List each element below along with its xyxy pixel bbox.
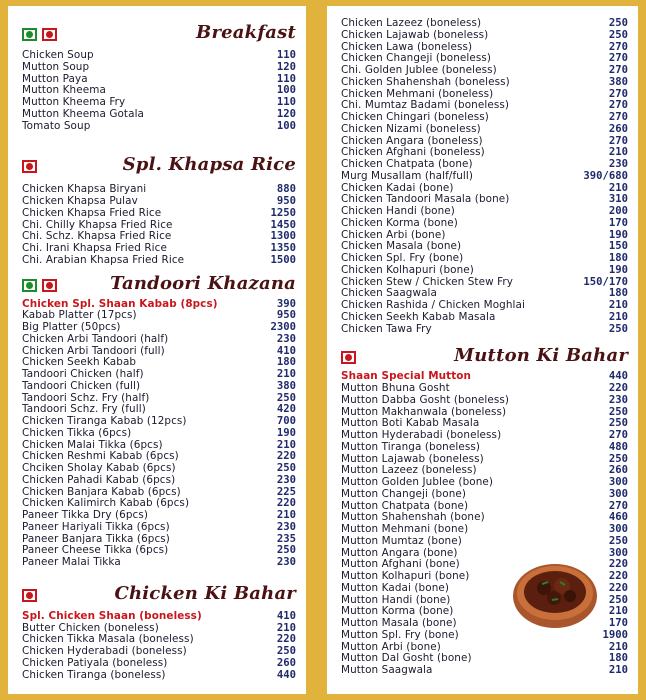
- menu-item-price: 250: [608, 534, 628, 547]
- menu-item: [341, 18, 628, 30]
- menu-item-price: 250: [276, 544, 296, 557]
- menu-item-price: 210: [276, 368, 296, 380]
- menu-item: [341, 265, 628, 277]
- menu-item-name: Tandoori Schz. Fry (half): [22, 391, 150, 404]
- menu-item-name: Chicken Khapsa Biryani: [22, 183, 147, 196]
- menu-item-price: 230: [276, 473, 296, 486]
- chicken-continued-list: [341, 18, 628, 335]
- menu-item-name: Mutton Lajawab (boneless): [341, 452, 484, 465]
- menu-item-price: 235: [276, 532, 296, 545]
- menu-item-price: 440: [608, 370, 628, 383]
- menu-item-name: Chicken Tikka Masala (boneless): [22, 633, 194, 646]
- menu-item-name: Paneer Hariyali Tikka (6pcs): [22, 520, 170, 533]
- menu-item-price: 250: [276, 391, 296, 404]
- tandoori-header: [22, 271, 296, 299]
- menu-item-price: 1250: [270, 206, 296, 219]
- menu-item-name: Chicken Banjara Kabab (6pcs): [22, 485, 181, 498]
- menu-item-price: 210: [608, 146, 628, 159]
- menu-item-price: 250: [608, 28, 628, 41]
- menu-item-name: Mutton Kheema Fry: [22, 96, 126, 108]
- menu-item-name: Chicken Malai Tikka (6pcs): [22, 438, 163, 451]
- menu-item-price: 380: [608, 75, 628, 88]
- menu-item-name: Mutton Kheema Gotala: [22, 107, 145, 120]
- menu-item-name: Mutton Angara (bone): [341, 546, 458, 559]
- menu-item-price: 260: [276, 656, 296, 669]
- menu-item-price: 220: [608, 570, 628, 582]
- menu-item-price: 210: [276, 509, 296, 521]
- menu-item-name: Paneer Malai Tikka: [22, 556, 121, 568]
- nonveg-symbol-icon: [42, 28, 57, 41]
- menu-item-price: 230: [276, 556, 296, 568]
- menu-item-price: 270: [608, 134, 628, 147]
- menu-item-name: Mutton Golden Jublee (bone): [341, 476, 494, 488]
- menu-item-name: Mutton Lazeez (boneless): [341, 464, 477, 477]
- menu-item-name: Chicken Tikka (6pcs): [22, 426, 132, 439]
- menu-item-price: 250: [608, 17, 628, 29]
- menu-item-price: 220: [276, 633, 296, 646]
- menu-item: [22, 255, 296, 267]
- menu-item: [341, 536, 628, 548]
- menu-item-price: 210: [608, 664, 628, 676]
- menu-item-price: 270: [608, 40, 628, 53]
- menu-item-price: 950: [276, 309, 296, 322]
- menu-item-price: 250: [608, 452, 628, 465]
- menu-item: [22, 416, 296, 428]
- tandoori-title: Tandoori Khazana: [110, 272, 296, 294]
- menu-item-name: Mutton Afghani (bone): [341, 558, 460, 571]
- menu-item-name: Chicken Changeji (boneless): [341, 52, 492, 65]
- menu-item: [22, 196, 296, 208]
- menu-item-name: Chicken Reshmi Kabab (6pcs): [22, 450, 179, 463]
- menu-item-name: Chicken Chingari (boneless): [341, 111, 489, 123]
- menu-item-name: Chicken Lajawab (boneless): [341, 28, 489, 41]
- menu-item-price: 1900: [602, 628, 628, 641]
- menu-item: [22, 243, 296, 255]
- menu-item-name: Chicken Arbi (bone): [341, 228, 446, 241]
- menu-item-price: 100: [276, 84, 296, 97]
- menu-item-name: Chicken Tiranga (boneless): [22, 668, 166, 681]
- menu-item-price: 120: [276, 60, 296, 73]
- menu-item-price: 190: [608, 228, 628, 241]
- menu-item-price: 230: [608, 158, 628, 170]
- menu-item-price: 210: [608, 640, 628, 653]
- menu-item-name: Chicken Seekh Kabab Masala: [341, 310, 496, 323]
- menu-item-name: Mutton Changeji (bone): [341, 487, 467, 500]
- khapsa-list: [22, 184, 296, 266]
- menu-item-name: Mutton Chatpata (bone): [341, 499, 469, 512]
- menu-item-name: Spl. Chicken Shaan (boneless): [22, 609, 202, 622]
- menu-item-name: Mutton Dabba Gosht (boneless): [341, 393, 510, 406]
- menu-item-name: Mutton Kadai (bone): [341, 581, 450, 594]
- menu-item-price: 170: [608, 617, 628, 629]
- menu-item-price: 220: [608, 558, 628, 571]
- menu-item-price: 440: [276, 668, 296, 681]
- veg-symbol-icon: [22, 279, 37, 292]
- menu-item-price: 100: [276, 119, 296, 132]
- menu-item-name: Chicken Afghani (boneless): [341, 146, 485, 159]
- menu-item-price: 1500: [270, 253, 296, 266]
- menu-item-name: Chicken Masala (bone): [341, 240, 462, 253]
- tandoori-list: [22, 299, 296, 569]
- menu-item-price: 260: [608, 122, 628, 135]
- menu-item-name: Mutton Saagwala: [341, 664, 433, 676]
- menu-page-right: [327, 6, 638, 694]
- menu-item: [22, 381, 296, 393]
- menu-item-name: Murg Musallam (half/full): [341, 169, 474, 182]
- menu-item-price: 480: [608, 440, 628, 453]
- mutton-title: Mutton Ki Bahar: [454, 345, 628, 367]
- menu-item: [341, 312, 628, 324]
- menu-item-name: Tandoori Schz. Fry (full): [22, 403, 146, 416]
- menu-item-name: Chicken Lazeez (boneless): [341, 17, 482, 29]
- menu-item: [341, 524, 628, 536]
- menu-item: [341, 112, 628, 124]
- menu-item: [22, 369, 296, 381]
- menu-item: [22, 646, 296, 658]
- menu-item: [341, 665, 628, 677]
- menu-item: [341, 430, 628, 442]
- menu-item-name: Tandoori Chicken (half): [22, 368, 144, 380]
- menu-item-name: Mutton Paya: [22, 72, 88, 85]
- menu-item: [341, 395, 628, 407]
- menu-item-price: 700: [276, 415, 296, 427]
- menu-item-name: Tomato Soup: [22, 119, 91, 132]
- menu-item-name: Mutton Bhuna Gosht: [341, 382, 450, 394]
- khapsa-header: [22, 152, 296, 180]
- menu-item-name: Mutton Masala (bone): [341, 617, 457, 629]
- menu-item-price: 420: [276, 403, 296, 416]
- menu-item-price: 180: [608, 252, 628, 264]
- menu-item: [341, 159, 628, 171]
- menu-item: [341, 253, 628, 265]
- menu-item-name: Chicken Hyderabadi (boneless): [22, 645, 187, 657]
- menu-item-name: Paneer Cheese Tikka (6pcs): [22, 544, 169, 557]
- menu-item-price: 270: [608, 87, 628, 100]
- menu-item-name: Mutton Handi (bone): [341, 593, 451, 606]
- menu-item-name: Chicken Spl. Fry (bone): [341, 252, 464, 264]
- mutton-header: [341, 343, 628, 371]
- breakfast-title: Breakfast: [196, 22, 296, 43]
- menu-item: [22, 475, 296, 487]
- menu-item-name: Chicken Spl. Shaan Kabab (8pcs): [22, 297, 218, 310]
- menu-item-price: 210: [608, 181, 628, 194]
- menu-item: [341, 630, 628, 642]
- menu-item-name: Chicken Nizami (boneless): [341, 122, 481, 135]
- menu-item: [341, 324, 628, 336]
- menu-item-price: 220: [608, 382, 628, 394]
- menu-item: [22, 522, 296, 534]
- menu-item-price: 120: [276, 107, 296, 120]
- menu-item-price: 180: [608, 652, 628, 665]
- menu-item-name: Chicken Kadai (bone): [341, 181, 454, 194]
- menu-item-price: 210: [608, 605, 628, 618]
- menu-item-price: 110: [276, 96, 296, 108]
- nonveg-symbol-icon: [22, 160, 37, 173]
- menu-item-name: Mutton Dal Gosht (bone): [341, 652, 472, 665]
- menu-item-price: 300: [608, 546, 628, 559]
- menu-item-price: 410: [276, 344, 296, 357]
- menu-item: [341, 171, 628, 183]
- menu-item-name: Chicken Tandoori Masala (bone): [341, 193, 510, 206]
- menu-item-name: Chi. Golden Jublee (boneless): [341, 64, 497, 76]
- menu-item-name: Shaan Special Mutton: [341, 370, 472, 383]
- menu-item-price: 230: [276, 332, 296, 345]
- menu-item-price: 410: [276, 609, 296, 622]
- menu-item: [341, 477, 628, 489]
- nonveg-symbol-icon: [42, 279, 57, 292]
- mutton-curry-dish-image: [512, 556, 598, 630]
- khapsa-title: Spl. Khapsa Rice: [122, 154, 296, 176]
- menu-item-name: Kabab Platter (17pcs): [22, 309, 137, 322]
- menu-item-name: Chicken Arbi Tandoori (full): [22, 344, 165, 357]
- menu-item-price: 220: [276, 497, 296, 510]
- menu-item-price: 880: [276, 183, 296, 196]
- menu-item-name: Big Platter (50pcs): [22, 321, 121, 333]
- menu-item-name: Butter Chicken (boneless): [22, 621, 159, 634]
- menu-item-price: 270: [608, 52, 628, 65]
- menu-item-price: 200: [608, 205, 628, 217]
- menu-item-name: Chi. Schz. Khapsa Fried Rice: [22, 230, 172, 243]
- menu-item-price: 1300: [270, 230, 296, 243]
- menu-item-name: Chi. Mumtaz Badami (boneless): [341, 99, 510, 112]
- menu-item: [22, 97, 296, 109]
- veg-symbol-icon: [22, 28, 37, 41]
- menu-item-name: Mutton Makhanwala (boneless): [341, 405, 507, 418]
- menu-item: [22, 658, 296, 670]
- menu-item-name: Chicken Chatpata (bone): [341, 158, 473, 170]
- menu-item-name: Mutton Mumtaz (bone): [341, 534, 462, 547]
- menu-item-name: Chicken Pahadi Kabab (6pcs): [22, 473, 176, 486]
- menu-item-name: Chi. Irani Khapsa Fried Rice: [22, 242, 167, 254]
- menu-item-price: 270: [608, 111, 628, 123]
- menu-item-price: 220: [276, 450, 296, 463]
- menu-item-price: 950: [276, 195, 296, 207]
- menu-item-price: 270: [608, 429, 628, 441]
- menu-item-name: Mutton Spl. Fry (bone): [341, 628, 459, 641]
- menu-item: [22, 428, 296, 440]
- menu-item-price: 270: [608, 499, 628, 512]
- menu-item: [22, 322, 296, 334]
- menu-item-price: 225: [276, 485, 296, 498]
- menu-item: [341, 442, 628, 454]
- menu-item-price: 300: [608, 487, 628, 500]
- menu-item-name: Chicken Saagwala: [341, 287, 438, 300]
- menu-item-name: Chicken Patiyala (boneless): [22, 656, 168, 669]
- menu-item: [22, 109, 296, 121]
- menu-item: [341, 65, 628, 77]
- menu-item-name: Mutton Boti Kabab Masala: [341, 417, 480, 430]
- menu-item-price: 310: [608, 193, 628, 206]
- menu-item-price: 390/680: [583, 169, 628, 182]
- menu-item-name: Chicken Mehmani (boneless): [341, 87, 494, 100]
- menu-item: [341, 218, 628, 230]
- menu-item-price: 250: [608, 417, 628, 430]
- menu-item-name: Chi. Arabian Khapsa Fried Rice: [22, 253, 185, 266]
- menu-item: [341, 77, 628, 89]
- menu-item-price: 110: [276, 72, 296, 85]
- menu-item: [22, 62, 296, 74]
- menu-item-name: Chicken Tawa Fry: [341, 322, 432, 335]
- menu-item-price: 150/170: [583, 275, 628, 288]
- menu-item-price: 460: [608, 511, 628, 524]
- menu-item-price: 300: [608, 476, 628, 488]
- menu-item-price: 250: [608, 405, 628, 418]
- menu-item: [22, 670, 296, 682]
- menu-item-name: Chicken Soup: [22, 49, 94, 61]
- menu-item-price: 210: [276, 621, 296, 634]
- menu-item-name: Mutton Hyderabadi (boneless): [341, 429, 502, 441]
- menu-item-price: 300: [608, 523, 628, 535]
- menu-item: [341, 489, 628, 501]
- menu-item-price: 270: [608, 99, 628, 112]
- menu-item-price: 250: [276, 645, 296, 657]
- nonveg-symbol-icon: [341, 351, 356, 364]
- menu-item-name: Mutton Korma (bone): [341, 605, 454, 618]
- menu-item-name: Tandoori Chicken (full): [22, 379, 141, 392]
- menu-item-name: Chicken Rashida / Chicken Moghlai: [341, 299, 525, 311]
- menu-item-name: Chicken Stew / Chicken Stew Fry: [341, 275, 514, 288]
- menu-item: [22, 611, 296, 623]
- menu-item: [22, 463, 296, 475]
- menu-item-name: Chicken Angara (boneless): [341, 134, 483, 147]
- chicken-header: [22, 581, 296, 609]
- menu-item: [22, 510, 296, 522]
- menu-item-price: 150: [608, 240, 628, 253]
- breakfast-list: [22, 50, 296, 132]
- menu-item-price: 270: [608, 64, 628, 76]
- menu-item-price: 170: [608, 216, 628, 229]
- menu-item: [22, 208, 296, 220]
- menu-item-name: Chicken Khapsa Fried Rice: [22, 206, 162, 219]
- menu-item: [341, 383, 628, 395]
- menu-item-name: Mutton Kolhapuri (bone): [341, 570, 470, 582]
- menu-item-price: 190: [276, 426, 296, 439]
- menu-item-name: Paneer Banjara Tikka (6pcs): [22, 532, 170, 545]
- menu-item-price: 230: [608, 393, 628, 406]
- menu-item-name: Paneer Tikka Dry (6pcs): [22, 509, 149, 521]
- menu-item-name: Chi. Chilly Khapsa Fried Rice: [22, 218, 173, 231]
- menu-item: [22, 334, 296, 346]
- menu-item-name: Chicken Khapsa Pulav: [22, 195, 138, 207]
- menu-item-name: Chicken Arbi Tandoori (half): [22, 332, 169, 345]
- breakfast-header: [22, 20, 296, 48]
- menu-item-name: Chicken Shahenshah (boneless): [341, 75, 510, 88]
- menu-item: [341, 124, 628, 136]
- menu-item-price: 190: [608, 263, 628, 276]
- mutton-list: [341, 371, 628, 677]
- menu-item-name: Chicken Korma (bone): [341, 216, 458, 229]
- menu-item-name: Mutton Arbi (bone): [341, 640, 441, 653]
- nonveg-symbol-icon: [22, 589, 37, 602]
- menu-item-price: 230: [276, 520, 296, 533]
- menu-item-name: Mutton Kheema: [22, 84, 106, 97]
- menu-item-name: Chicken Lawa (boneless): [341, 40, 473, 53]
- menu-item: [341, 300, 628, 312]
- menu-item-name: Chicken Handi (bone): [341, 205, 455, 217]
- menu-item-price: 2300: [270, 321, 296, 333]
- menu-item: [22, 557, 296, 569]
- menu-item-name: Chicken Kolhapuri (bone): [341, 263, 474, 276]
- menu-item-price: 210: [608, 310, 628, 323]
- menu-item-price: 390: [276, 297, 296, 310]
- menu-item-price: 180: [608, 287, 628, 300]
- menu-item-name: Chciken Sholay Kabab (6pcs): [22, 462, 176, 474]
- menu-item-price: 210: [608, 299, 628, 311]
- menu-item: [341, 206, 628, 218]
- menu-item-price: 260: [608, 464, 628, 477]
- chicken-list: [22, 611, 296, 682]
- menu-item-price: 210: [276, 438, 296, 451]
- menu-item-price: 250: [276, 462, 296, 474]
- menu-item: [341, 30, 628, 42]
- menu-item-price: 250: [608, 322, 628, 335]
- menu-item-price: 220: [608, 581, 628, 594]
- menu-item: [22, 50, 296, 62]
- menu-item-price: 1450: [270, 218, 296, 231]
- menu-item-name: Chicken Tiranga Kabab (12pcs): [22, 415, 187, 427]
- menu-item-price: 380: [276, 379, 296, 392]
- chicken-title: Chicken Ki Bahar: [114, 582, 296, 604]
- menu-item-name: Mutton Soup: [22, 60, 90, 73]
- menu-item-name: Chicken Kalimirch Kabab (6pcs): [22, 497, 190, 510]
- menu-item-name: Chicken Seekh Kabab: [22, 356, 137, 369]
- menu-item-price: 250: [608, 593, 628, 606]
- menu-item-price: 110: [276, 49, 296, 61]
- menu-item-name: Mutton Tiranga (boneless): [341, 440, 480, 453]
- menu-page-left: [8, 6, 306, 694]
- menu-item-price: 1350: [270, 242, 296, 254]
- menu-item-price: 180: [276, 356, 296, 369]
- menu-item: [22, 121, 296, 133]
- menu-item-name: Mutton Shahenshah (bone): [341, 511, 485, 524]
- menu-item-name: Mutton Mehmani (bone): [341, 523, 469, 535]
